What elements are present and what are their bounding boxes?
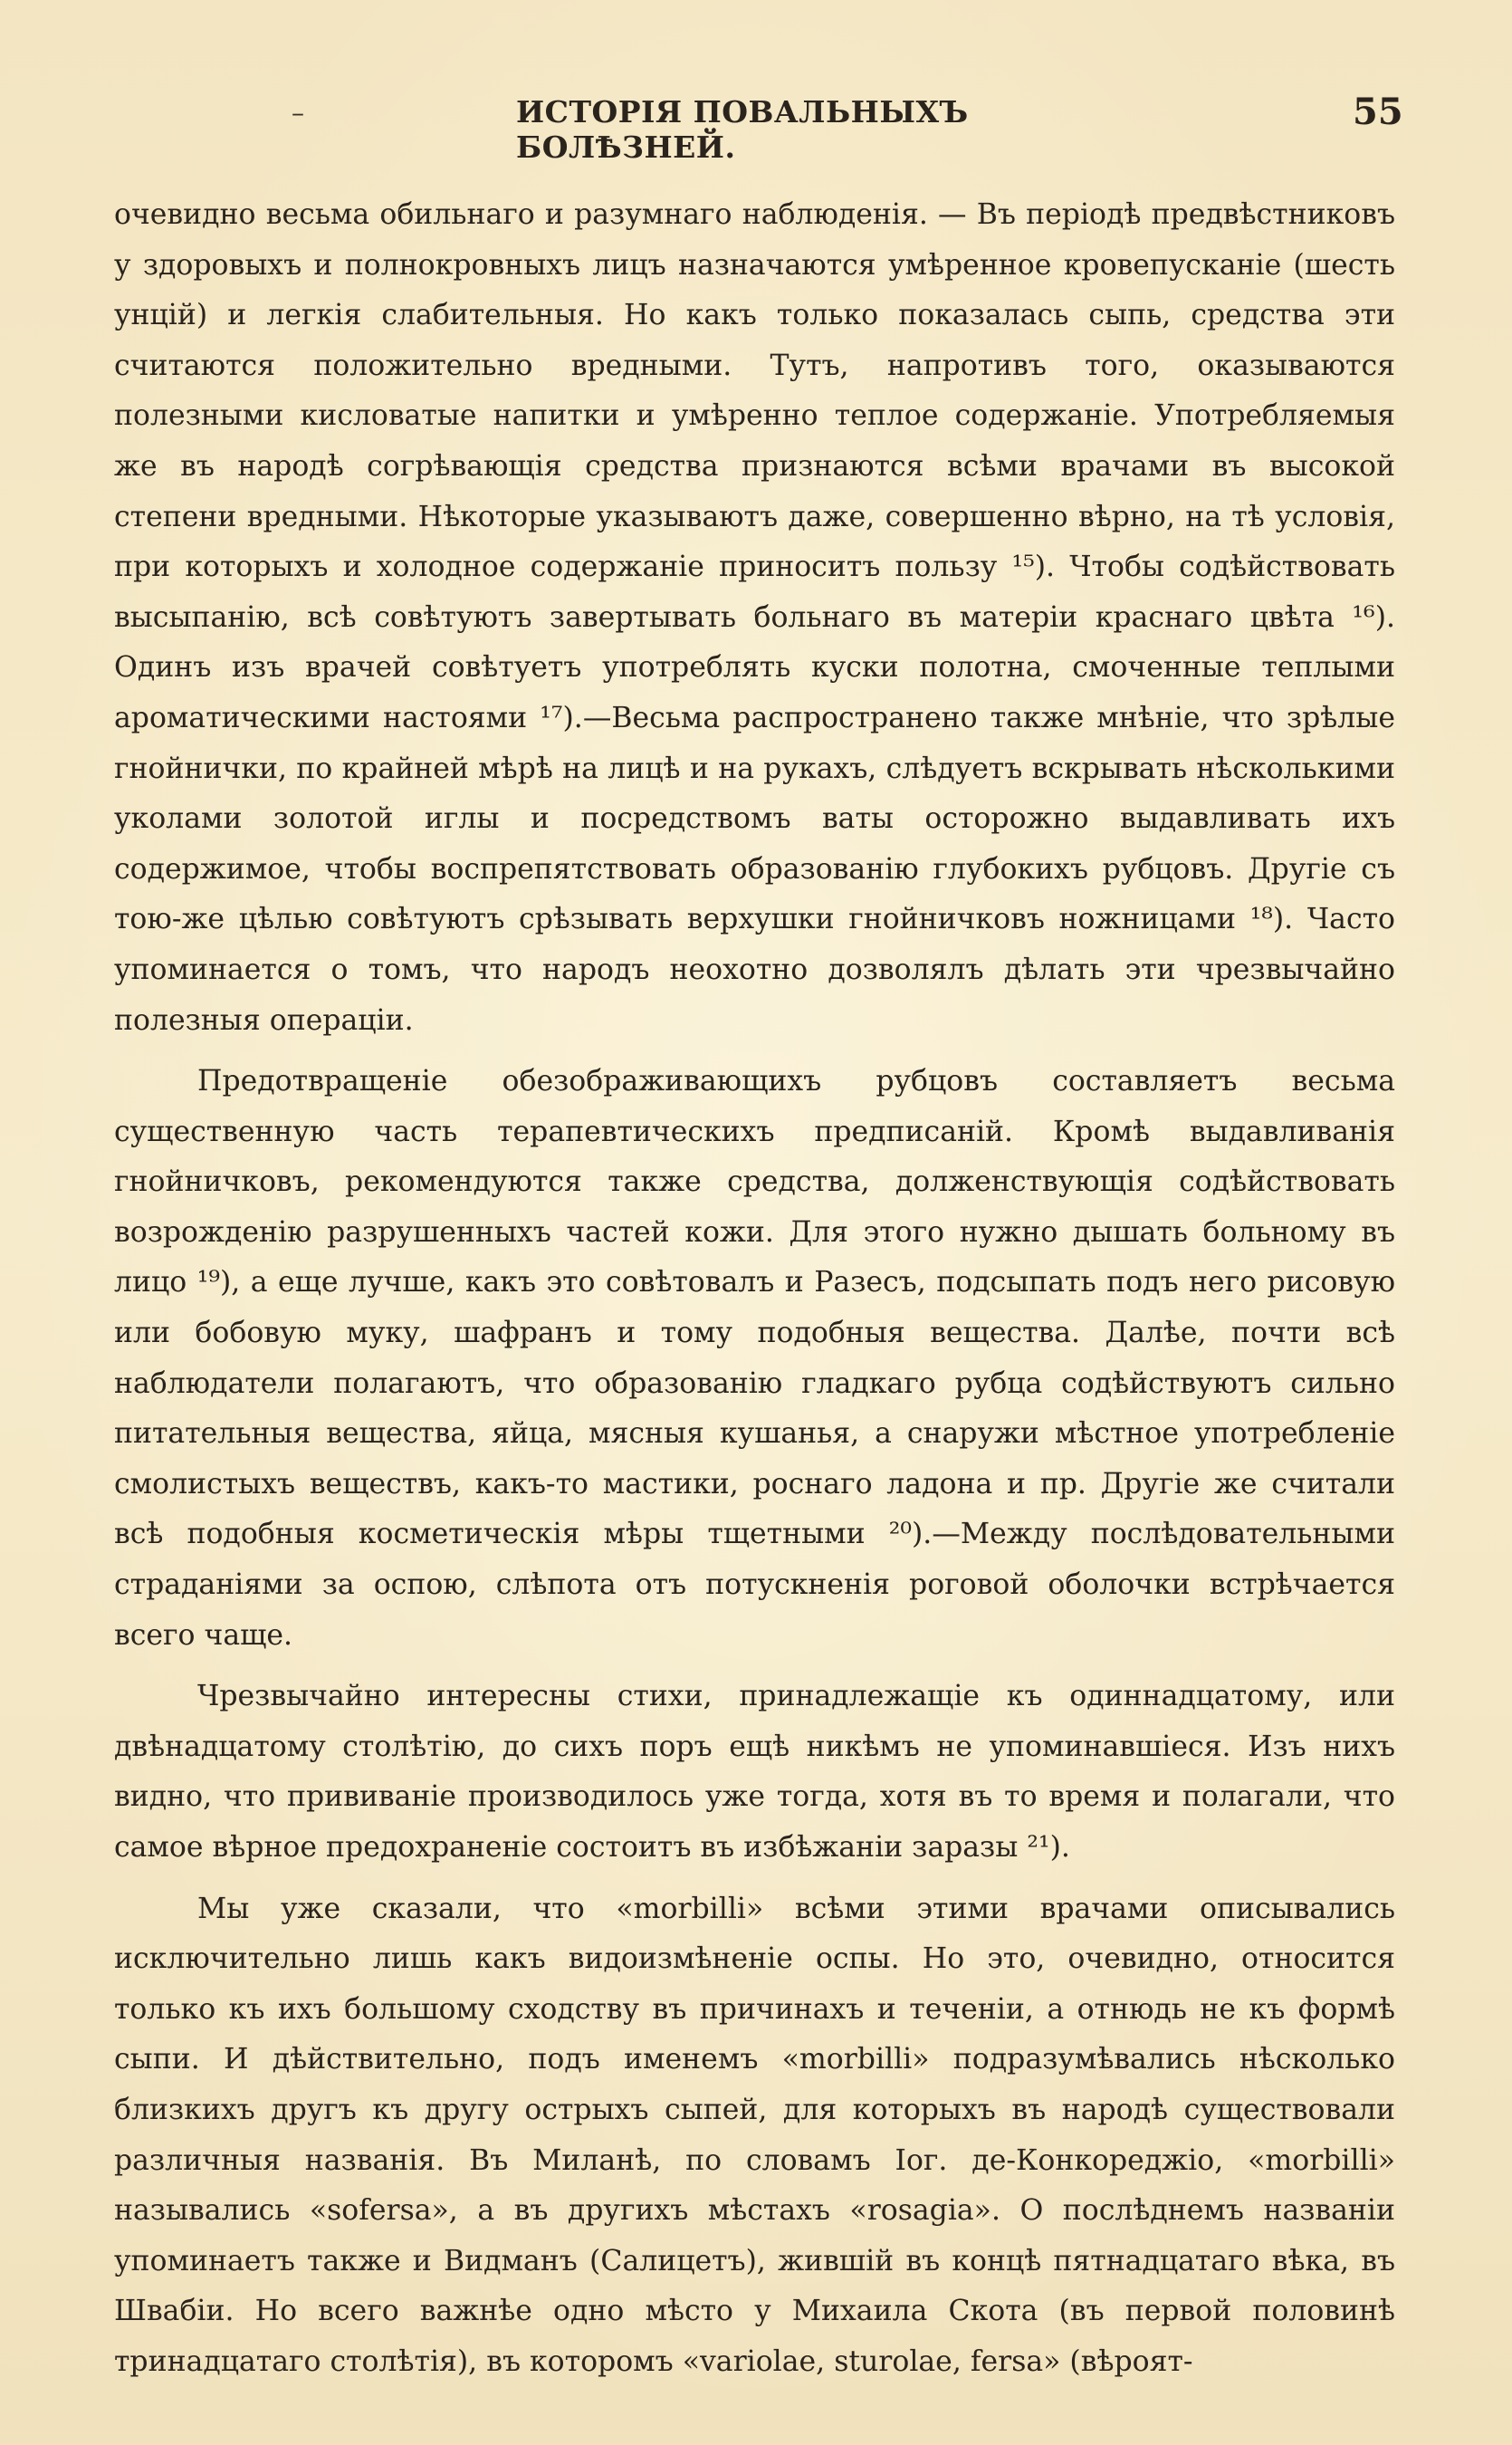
print-mark: –: [292, 98, 302, 128]
paragraph-1: очевидно весьма обильнаго и разумнаго наблюденія. — Въ періодѣ предвѣстниковъ у здоровыхъ и полнокровныхъ лицъ назначаются умѣренное кровепусканіе (шесть унцій) и легкія слабительныя. Но какъ только показалась сыпь, средства эти считаются положительно вредными. Тутъ, напротивъ того, оказываются полезными кисловатые напитки и умѣренно теплое содержаніе. Употребляемыя же въ народѣ согрѣвающія средства признаются всѣми врачами въ высокой степени вредными. Нѣкоторые указываютъ даже, совершенно вѣрно, на тѣ условія, при которыхъ и холодное содержаніе приноситъ пользу ¹⁵). Чтобы содѣйствовать высыпанію, всѣ совѣтуютъ завертывать больнаго въ матеріи краснаго цвѣта ¹⁶). Одинъ изъ врачей совѣтуетъ употреблять куски полотна, смоченные теплыми ароматическими настоями ¹⁷).—Весьма распространено также мнѣніе, что зрѣлые гнойнички, по крайней мѣрѣ на лицѣ и на рукахъ, слѣдуетъ вскрывать нѣсколькими уколами золотой иглы и посредствомъ ваты осторожно выдавливать ихъ содержимое, чтобы воспрепятствовать образованію глубокихъ рубцовъ. Другіе съ тою-же цѣлью совѣтуютъ срѣзывать верхушки гнойничковъ ножницами ¹⁸). Часто упоминается о томъ, что народъ неохотно дозволялъ дѣлать эти чрезвычайно полезныя операціи.: [114, 198, 1395, 1037]
paragraph-4: Мы уже сказали, что «morbilli» всѣми этими врачами описывались исключительно лишь какъ видоизмѣненіе оспы. Но это, очевидно, относится только къ ихъ большому сходству въ причинахъ и теченіи, а отнюдь не къ формѣ сыпи. И дѣйствительно, подъ именемъ «morbilli» подразумѣвались нѣсколько близкихъ другъ къ другу острыхъ сыпей, для которыхъ въ народѣ существовали различныя названія. Въ Миланѣ, по словамъ Іог. де-Конкореджіо, «morbilli» назывались «sofersa», а въ другихъ мѣстахъ «rosagia». О послѣднемъ названіи упоминаетъ также и Видманъ (Салицетъ), жившій въ концѣ пятнадцатаго вѣка, въ Швабіи. Но всего важнѣе одно мѣсто у Михаила Скота (въ первой половинѣ тринадцатаго столѣтія), въ которомъ «variolae, sturolae, fersa» (вѣроят-: [114, 1892, 1395, 2378]
page-number: 55: [1353, 91, 1403, 133]
running-title: ИСТОРІЯ ПОВАЛЬНЫХЪ БОЛѢЗНЕЙ.: [516, 94, 969, 165]
paragraph-2: Предотвращеніе обезображивающихъ рубцовъ составляетъ весьма существенную часть терапевтическихъ предписаній. Кромѣ выдавливанія гнойничковъ, рекомендуются также средства, долженствующія содѣйствовать возрожденію разрушенныхъ частей кожи. Для этого нужно дышать больному въ лицо ¹⁹), а еще лучше, какъ это совѣтовалъ и Разесъ, подсыпать подъ него рисовую или бобовую муку, шафранъ и тому подобныя вещества. Далѣе, почти всѣ наблюдатели полагаютъ, что образованію гладкаго рубца содѣйствуютъ сильно питательныя вещества, яйца, мясныя кушанья, а снаружи мѣстное употребленіе смолистыхъ веществъ, какъ-то мастики, роснаго ладона и пр. Другіе же считали всѣ подобныя косметическія мѣры тщетными ²⁰).—Между послѣдовательными страданіями за оспою, слѣпота отъ потускненія роговой оболочки встрѣчается всего чаще.: [114, 1065, 1395, 1652]
body-text: [114, 190, 1395, 2388]
paragraph-3: Чрезвычайно интересны стихи, принадлежащіе къ одиннадцатому, или двѣнадцатому столѣтію, до сихъ поръ ещѣ никѣмъ не упоминавшіеся. Изъ нихъ видно, что прививаніе производилось уже тогда, хотя въ то время и полагали, что самое вѣрное предохраненіе состоитъ въ избѣжаніи заразы ²¹).: [114, 1680, 1395, 1864]
